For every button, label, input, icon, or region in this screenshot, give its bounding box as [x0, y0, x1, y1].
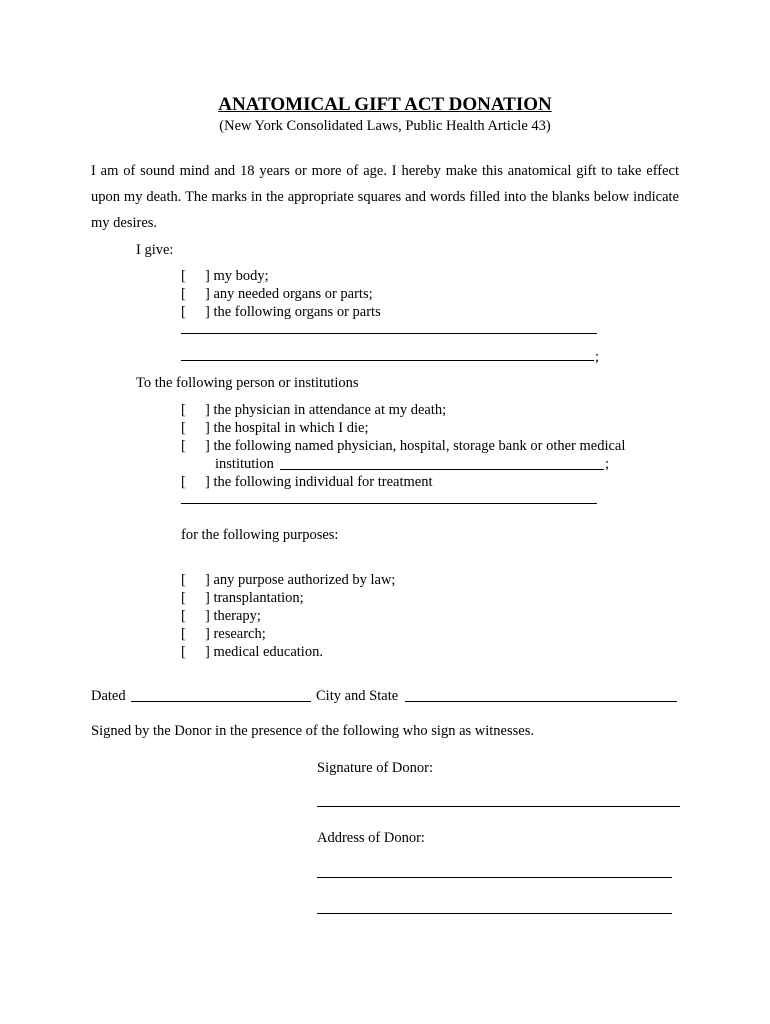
checkbox-bracket: [ [181, 438, 186, 454]
purpose-option-any[interactable]: [ ] any purpose authorized by law; [181, 572, 396, 588]
witness-statement: Signed by the Donor in the presence of the following who sign as witnesses. [91, 723, 534, 739]
document-title: ANATOMICAL GIFT ACT DONATION [218, 94, 552, 115]
purpose-option-therapy[interactable]: [ ] therapy; [181, 608, 261, 624]
semicolon: ; [595, 349, 600, 365]
date-blank-line[interactable] [131, 701, 311, 702]
gift-option-organs[interactable]: [ ] any needed organs or parts; [181, 286, 373, 302]
organs-blank-line-1[interactable] [181, 333, 597, 334]
recipient-option-physician[interactable]: [ ] the physician in attendance at my death; [181, 402, 447, 418]
checkbox-bracket: [ [181, 304, 186, 320]
intro-paragraph: I am of sound mind and 18 years or more of age. I hereby make this anatomical gift to take effect upon my death. The marks in the appropriate squares and words filled into the blanks below indicate my desires. [91, 163, 679, 231]
city-state-label: City and State [316, 688, 399, 704]
signature-label: Signature of Donor: [317, 760, 433, 776]
institution-blank-line[interactable] [280, 469, 604, 470]
recipients-heading: To the following person or institutions [136, 375, 359, 391]
checkbox-bracket: [ [181, 590, 186, 606]
gift-option-following[interactable]: [ ] the following organs or parts [181, 304, 381, 320]
organs-blank-line-2[interactable] [181, 360, 594, 361]
document-subtitle: (New York Consolidated Laws, Public Health Article 43) [219, 118, 551, 134]
recipient-option-hospital[interactable]: [ ] the hospital in which I die; [181, 420, 369, 436]
address-blank-line-1[interactable] [317, 877, 672, 878]
checkbox-bracket: [ [181, 608, 186, 624]
individual-blank-line[interactable] [181, 503, 597, 504]
checkbox-bracket: [ [181, 268, 186, 284]
checkbox-bracket: [ [181, 420, 186, 436]
institution-label: institution [215, 456, 274, 472]
checkbox-bracket: [ [181, 626, 186, 642]
purposes-heading: for the following purposes: [181, 527, 339, 543]
recipient-option-individual[interactable]: [ ] the following individual for treatment [181, 474, 433, 490]
gift-option-body[interactable]: [ ] my body; [181, 268, 269, 284]
checkbox-bracket: [ [181, 572, 186, 588]
dated-label: Dated [91, 688, 126, 704]
recipient-option-named[interactable]: [ ] the following named physician, hospital, storage bank or other medical [181, 438, 626, 454]
checkbox-bracket: [ [181, 474, 186, 490]
purpose-option-research[interactable]: [ ] research; [181, 626, 266, 642]
i-give-label: I give: [136, 242, 174, 258]
checkbox-bracket: [ [181, 286, 186, 302]
semicolon: ; [605, 456, 610, 472]
purpose-option-education[interactable]: [ ] medical education. [181, 644, 323, 660]
address-blank-line-2[interactable] [317, 913, 672, 914]
purpose-option-transplantation[interactable]: [ ] transplantation; [181, 590, 304, 606]
address-label: Address of Donor: [317, 830, 425, 846]
checkbox-bracket: [ [181, 644, 186, 660]
city-state-blank-line[interactable] [405, 701, 677, 702]
checkbox-bracket: [ [181, 402, 186, 418]
signature-blank-line[interactable] [317, 806, 680, 807]
